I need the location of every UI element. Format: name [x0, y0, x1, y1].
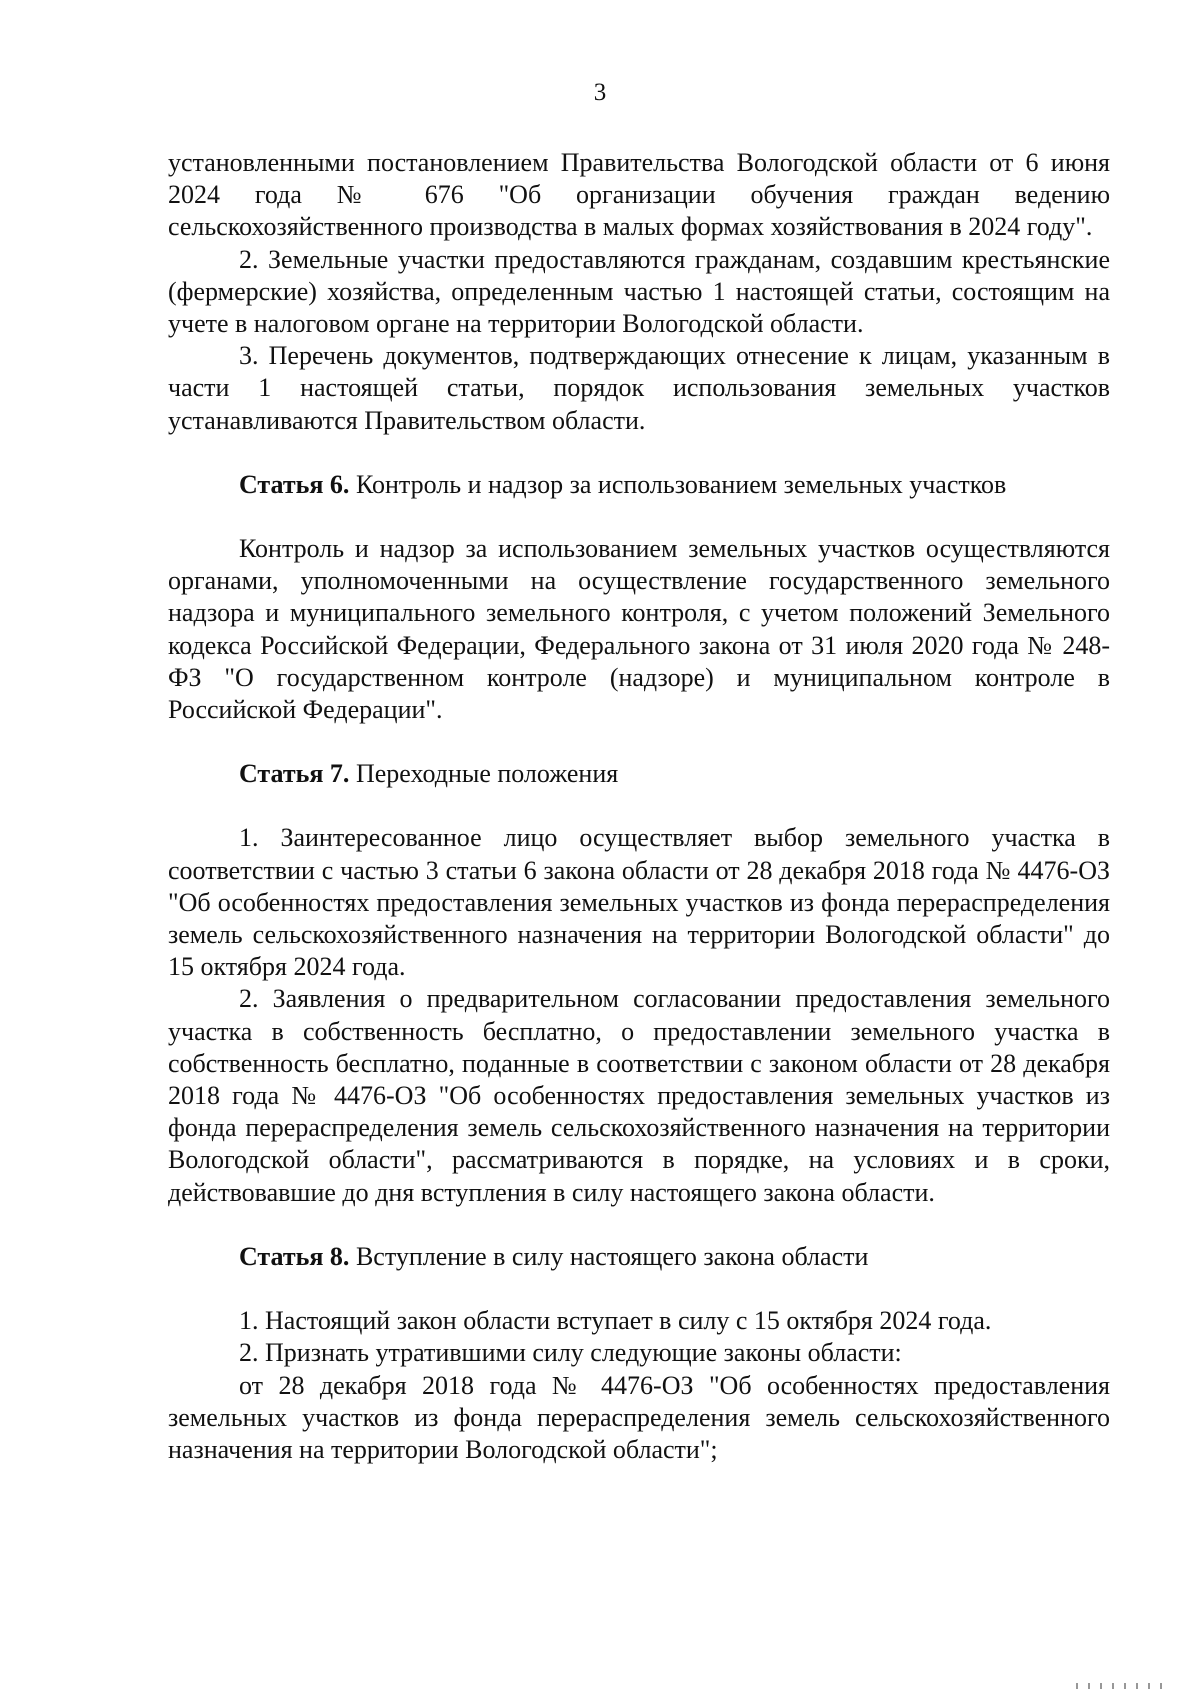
paragraph-item-2: 2. Земельные участки предоставляются гражданам, создавшим крестьянские (фермерские) хозяйства, определенным частью 1 настоящей статьи, состоящим на учете в налоговом органе на территории Вологодской области.: [168, 244, 1110, 339]
article-8-title: Вступление в силу настоящего закона области: [355, 1241, 869, 1271]
article-7-heading: [168, 758, 1110, 790]
article-7-item-1: 1. Заинтересованное лицо осуществляет выбор земельного участка в соответствии с частью 3 статьи 6 закона области от 28 декабря 2018 года № 4476-ОЗ "Об особенностях предоставления земельных участков из фонда перераспределения земель сельскохозяйственного назначения на территории Вологодской области" до 15 октября 2024 года.: [168, 823, 1110, 982]
article-6-paragraph: Контроль и надзор за использованием земельных участков осуществляются органами, уполномоченными на осуществление государственного земельного надзора и муниципального земельного контроля, с учетом положений Земельного кодекса Российской Федерации, Федерального закона от 31 июля 2020 года № 248-ФЗ "О государственном контроле (надзоре) и муниципальном контроле в Российской Федерации".: [168, 534, 1110, 725]
scan-artifact: [1076, 1683, 1166, 1689]
paragraph-item-3: 3. Перечень документов, подтверждающих отнесение к лицам, указанным в части 1 настоящей статьи, порядок использования земельных участков устанавливаются Правительством области.: [168, 341, 1110, 435]
article-7-title: Переходные положения: [355, 759, 619, 789]
article-6-heading: [168, 469, 1110, 501]
article-8-item-2: 2. Признать утратившими силу следующие законы области:: [239, 1338, 902, 1368]
article-8-heading: [168, 1241, 1110, 1273]
article-8-label: Статья 8.: [239, 1241, 350, 1271]
document-body: [168, 147, 1110, 1466]
article-8-item-1: 1. Настоящий закон области вступает в силу с 15 октября 2024 года.: [239, 1306, 992, 1336]
article-6-title: Контроль и надзор за использованием земельных участков: [355, 469, 1007, 499]
article-7-label: Статья 7.: [239, 759, 350, 789]
paragraph-continuation: установленными постановлением Правительства Вологодской области от 6 июня 2024 года № 676 "Об организации обучения граждан ведению сельскохозяйственного производства в малых формах хозяйствования в 2024 году".: [168, 148, 1110, 242]
article-8-repealed-law: от 28 декабря 2018 года № 4476-ОЗ "Об особенностях предоставления земельных участков из фонда перераспределения земель сельскохозяйственного назначения на территории Вологодской области";: [168, 1370, 1110, 1464]
article-7-item-2: 2. Заявления о предварительном согласовании предоставления земельного участка в собственность бесплатно, о предоставлении земельного участка в собственность бесплатно, поданные в соответствии с законом области от 28 декабря 2018 года № 4476-ОЗ "Об особенностях предоставления земельных участков из фонда перераспределения земель сельскохозяйственного назначения на территории Вологодской области", рассматриваются в порядке, на условиях и в сроки, действовавшие до дня вступления в силу настоящего закона области.: [168, 984, 1110, 1207]
page-number: 3: [593, 79, 607, 106]
article-6-label: Статья 6.: [239, 469, 350, 499]
